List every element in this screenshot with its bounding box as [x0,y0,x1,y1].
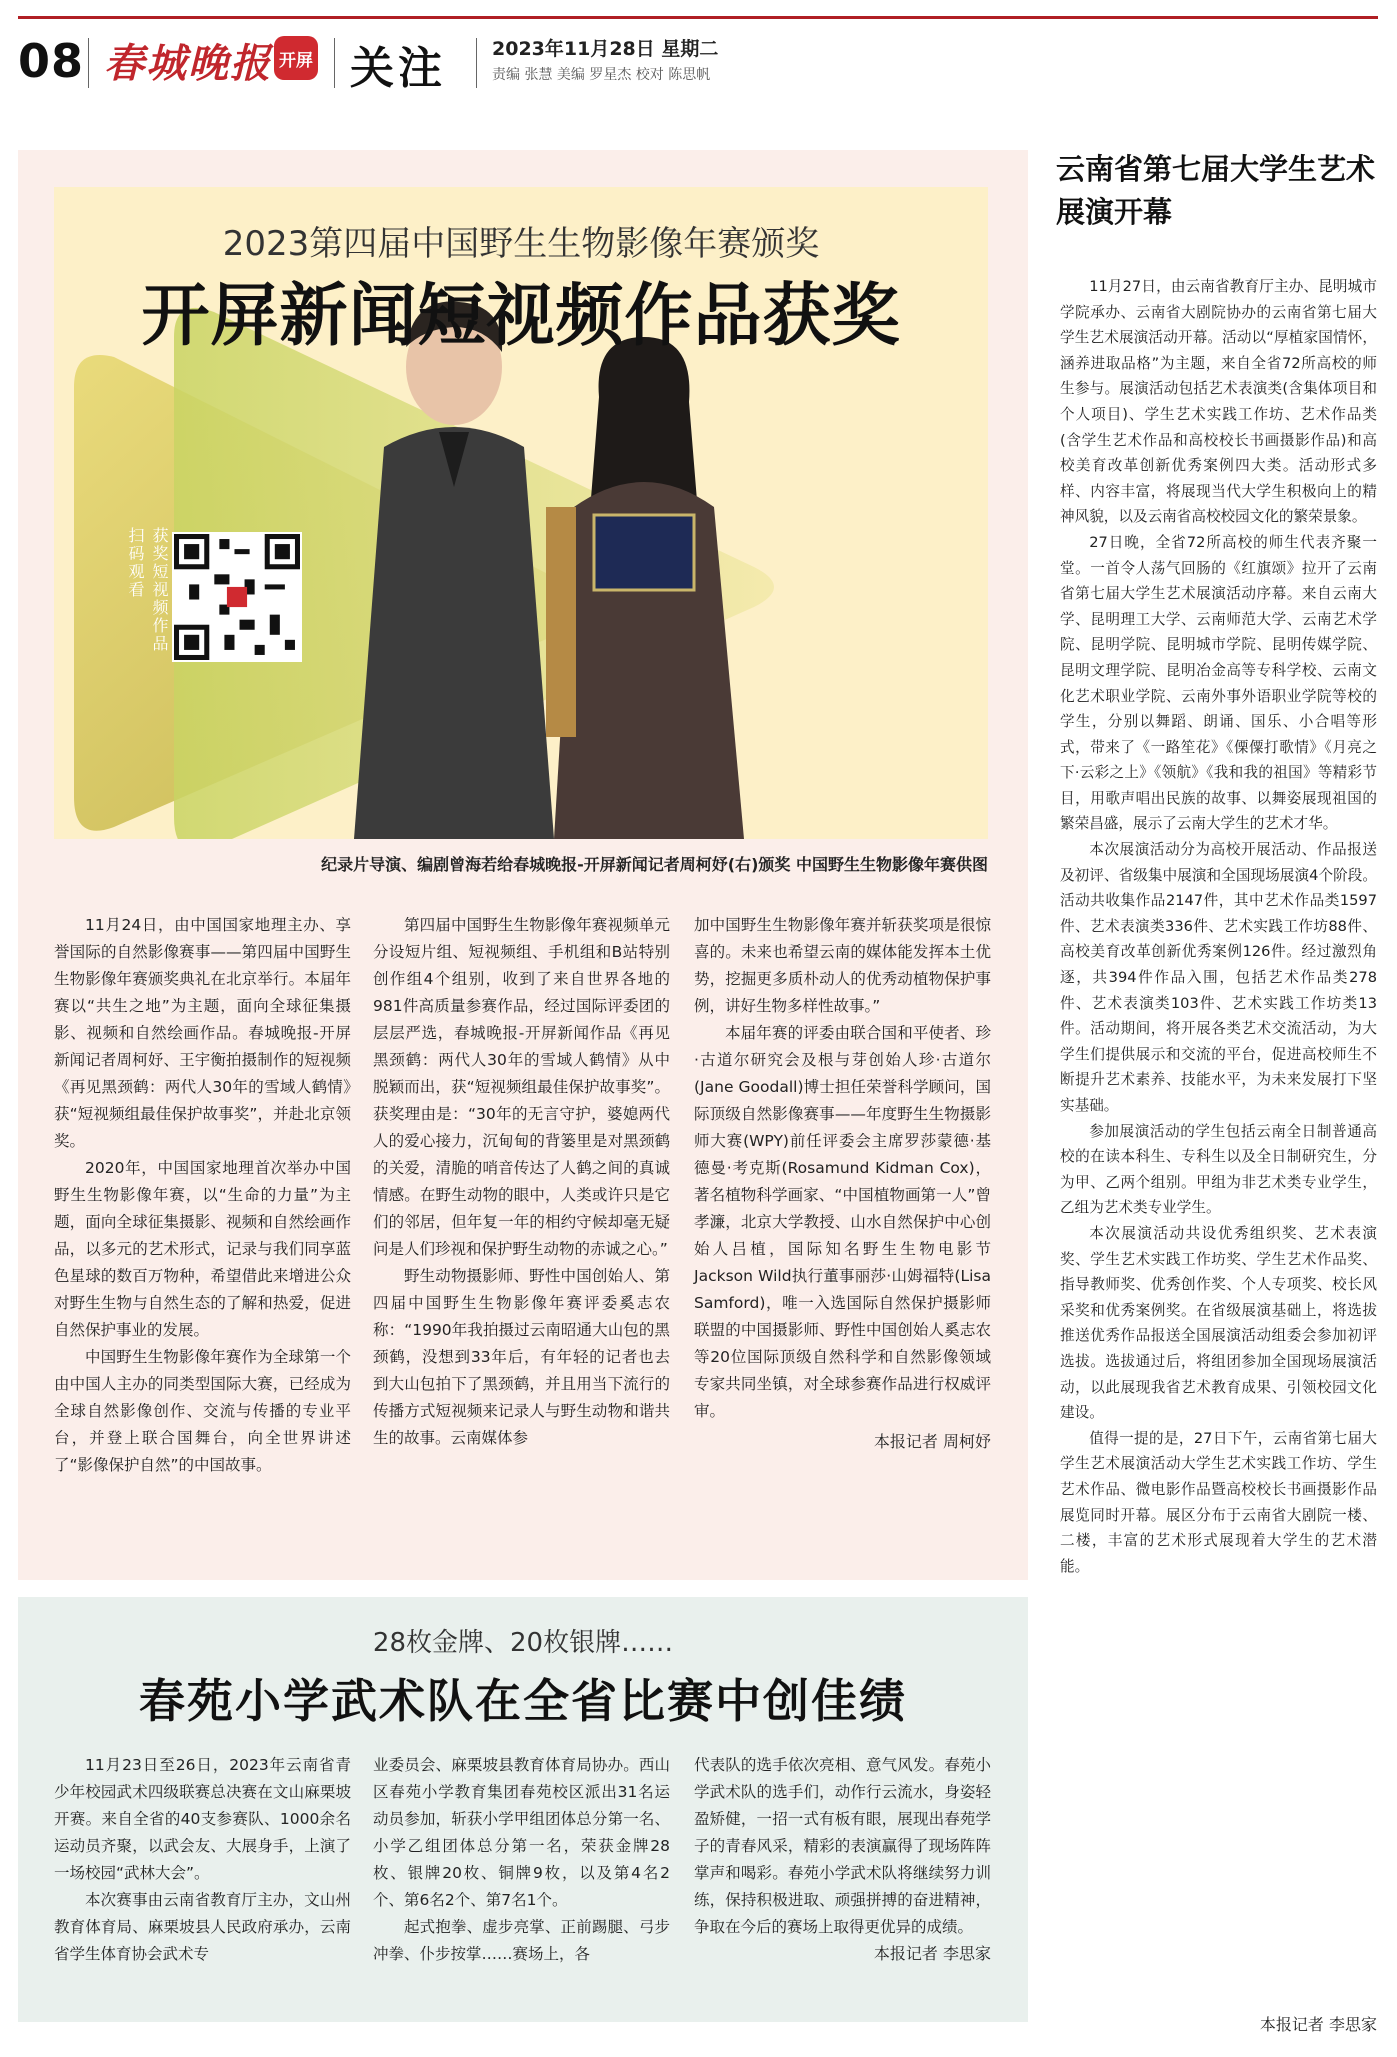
story1-title: 开屏新闻短视频作品获奖 [141,277,901,356]
page-number: 08 [18,34,85,88]
masthead-divider [476,38,477,88]
paragraph: 2020年，中国国家地理首次举办中国野生生物影像年赛，以“生命的力量”为主题，面向全球征集摄影、视频和自然绘画作品，以多元的艺术形式，记录与我们同享蓝色星球的数百万物种，希望借此来增进公众对野生生物与自然生态的了解和热爱，促进自然保护事业的发展。 [54,1159,351,1339]
story2-subtitle: 28枚金牌、20枚银牌…… [372,1628,674,1658]
story1-column-1 [54,912,351,1479]
paragraph: 本次展演活动分为高校开展活动、作品报送及初评、省级集中展演和全国现场展演4个阶段。活动共收集作品2147件，其中艺术作品类1597件、艺术表演类336件、艺术实践工作坊88件、高校美育改革创新优秀案例126件。经过激烈角逐，共394件作品入围，包括艺术作品类278件、艺术表演类103件、艺术实践工作坊类13件。活动期间，将开展各类艺术交流活动，为大学生们提供展示和交流的平台，促进高校师生不断提升艺术素养、技能水平，为未来发展打下坚实基础。 [1060,841,1377,1114]
kaiping-logo: 开屏 [274,36,318,80]
section-title: 关注 [350,43,446,94]
award-certificate [594,515,694,590]
story1-column-2 [373,912,670,1452]
paragraph: 起式抱拳、虚步亮掌、正前踢腿、弓步冲拳、仆步按掌……赛场上，各 [373,1918,670,1963]
paragraph: 代表队的选手依次亮相、意气风发。春苑小学武术队的选手们，动作行云流水，身姿轻盈矫健，一招一式有板有眼，展现出春苑学子的青春风采，精彩的表演赢得了现场阵阵掌声和喝彩。春苑小学武术队将继续努力训练，保持积极进取、顽强拼搏的奋进精神，争取在今后的赛场上取得更优异的成绩。 [694,1756,991,1936]
story2-title: 春苑小学武术队在全省比赛中创佳绩 [139,1674,907,1728]
paragraph: 中国野生生物影像年赛作为全球第一个由中国人主办的同类型国际大赛，已经成为全球自然影像创作、交流与传播的专业平台，并登上联合国舞台，向全世界讲述了“影像保护自然”的中国故事。 [54,1348,351,1474]
paragraph: 11月23日至26日，2023年云南省青少年校园武术四级联赛总决赛在文山麻栗坡开赛。来自全省的40支参赛队、1000余名运动员齐聚，以武会友、大展身手，上演了一场校园“武林大会”。 [54,1756,351,1882]
story2-byline: 本报记者 李思家 [873,1944,991,1963]
qr-code-icon [174,534,300,660]
story3-title: 云南省第七届大学生艺术展演开幕 [1056,152,1376,229]
story3-byline: 本报记者 李思家 [1259,2015,1377,2034]
paragraph: 业委员会、麻栗坡县教育体育局协办。西山区春苑小学教育集团春苑校区派出31名运动员参加，斩获小学甲组团体总分第一名、小学乙组团体总分第一名，荣获金牌28枚、银牌20枚、铜牌9枚，以及第4名2个、第6名2个、第7名1个。 [373,1756,670,1909]
paragraph: 参加展演活动的学生包括云南全日制普通高校的在读本科生、专科生以及全日制研究生，分为甲、乙两个组别。甲组为非艺术类专业学生，乙组为艺术类专业学生。 [1060,1122,1377,1217]
qr-code[interactable] [172,532,302,662]
person-presenter [354,302,554,839]
story1-byline: 本报记者 周柯妤 [873,1432,991,1451]
editor-credits: 责编 张慧 美编 罗星杰 校对 陈思帆 [492,67,711,83]
paragraph: 野生动物摄影师、野性中国创始人、第四届中国野生生物影像年赛评委奚志农称：“1990年我拍摄过云南昭通大山包的黑颈鹤，没想到33年后，有年轻的记者也去到大山包拍下了黑颈鹤，并且用当下流行的传播方式短视频来记录人与野生动物和谐共生的故事。云南媒体参 [373,1267,670,1447]
paragraph: 11月27日，由云南省教育厅主办、昆明城市学院承办、云南省大剧院协办的云南省第七届大学生艺术展演活动开幕。活动以“厚植家国情怀，涵养进取品格”为主题，来自全省72所高校的师生参与。展演活动包括艺术表演类(含集体项目和个人项目)、学生艺术实践工作坊、艺术作品类(含学生艺术作品和高校校长书画摄影作品)和高校美育改革创新优秀案例四大类。活动形式多样、内容丰富，将展现当代大学生积极向上的精神风貌，以及云南省高校校园文化的繁荣景象。 [1060,278,1377,526]
photo-caption: 纪录片导演、编剧曾海若给春城晚报-开屏新闻记者周柯妤(右)颁奖 中国野生生物影像年赛供图 [321,855,988,874]
story2-column-3 [694,1752,991,1964]
story1-column-3 [694,912,991,1452]
paragraph: 加中国野生生物影像年赛并斩获奖项是很惊喜的。未来也希望云南的媒体能发挥本土优势，挖掘更多质朴动人的优秀动植物保护事例，讲好生物多样性故事。” [694,916,991,1015]
dateline: 2023年11月28日 星期二 [492,38,719,60]
paragraph: 本次展演活动共设优秀组织奖、艺术表演奖、学生艺术实践工作坊奖、学生艺术作品奖、指导教师奖、优秀创作奖、个人专项奖、校长风采奖和优秀案例奖。在省级展演基础上，将选拔推送优秀作品报送全国展演活动组委会参加初评选拔。选拔通过后，将组团参加全国现场展演活动，以此展现我省艺术教育成果、引领校园文化建设。 [1060,1224,1377,1422]
masthead-divider [334,38,335,88]
story1-hero-image [54,187,988,839]
paragraph: 第四届中国野生生物影像年赛视频单元分设短片组、短视频组、手机组和B站特别创作组4个组别，收到了来自世界各地的981件高质量参赛作品，经过国际评委团的层层严选，春城晚报-开屏新闻作品《再见黑颈鹤：两代人30年的雪域人鹤情》从中脱颖而出，获“短视频组最佳保护故事奖”。获奖理由是：“30年的无言守护，婆媳两代人的爱心接力，沉甸甸的背篓里是对黑颈鹤的关爱，清脆的哨音传达了人鹤之间的真诚情感。在野生动物的眼中，人类或许只是它们的邻居，但年复一年的相约守候却毫无疑问是人们珍视和保护野生动物的赤诚之心。” [373,916,670,1258]
trophy [546,507,576,737]
paragraph: 本次赛事由云南省教育厅主办，文山州教育体育局、麻栗坡县人民政府承办，云南省学生体育协会武术专 [54,1891,351,1963]
story2-column-2 [373,1752,670,1968]
paper-name: 春城晚报 [104,40,272,87]
paragraph: 本届年赛的评委由联合国和平使者、珍·古道尔研究会及根与芽创始人珍·古道尔(Jane Goodall)博士担任荣誉科学顾问，国际顶级自然影像赛事——年度野生生物摄影师大赛(WPY)前任评委会主席罗莎蒙德·基德曼·考克斯(Rosamund Kidman Cox)，著名植物科学画家、“中国植物画第一人”曾孝濂，北京大学教授、山水自然保护中心创始人吕植，国际知名野生生物电影节Jackson Wild执行董事丽莎·山姆福特(Lisa Samford)，唯一入选国际自然保护摄影师联盟的中国摄影师、野性中国创始人奚志农等20位国际顶级自然科学和自然影像领域专家共同坐镇，对全球参赛作品进行权威评审。 [694,1024,991,1420]
qr-caption-1: 获奖短视频作品 [150,527,169,653]
top-rule [18,16,1378,19]
masthead [18,28,1378,92]
paragraph: 27日晚，全省72所高校的师生代表齐聚一堂。一首令人荡气回肠的《红旗颂》拉开了云南省第七届大学生艺术展演活动序幕。来自云南大学、昆明理工大学、云南师范大学、云南艺术学院、昆明学院、昆明城市学院、昆明传媒学院、昆明文理学院、昆明冶金高等专科学校、云南文化艺术职业学院、云南外事外语职业学院等校的学生，分别以舞蹈、朗诵、国乐、小合唱等形式，带来了《一路笙花》《傈僳打歌情》《月亮之下·云彩之上》《领航》《我和我的祖国》等精彩节目，用歌声唱出民族的故事、以舞姿展现祖国的繁荣昌盛，展示了云南大学生的艺术才华。 [1060,533,1377,833]
masthead-divider [88,38,89,88]
story1-subtitle: 2023第四届中国野生生物影像年赛颁奖 [222,224,820,264]
paragraph: 11月24日，由中国国家地理主办、享誉国际的自然影像赛事——第四届中国野生生物影像年赛颁奖典礼在北京举行。本届年赛以“共生之地”为主题，面向全球征集摄影、视频和自然绘画作品。春城晚报-开屏新闻记者周柯妤、王宇衡拍摄制作的短视频《再见黑颈鹤：两代人30年的雪域人鹤情》获“短视频组最佳保护故事奖”，并赴北京领奖。 [54,916,351,1150]
qr-caption-2: 扫码观看 [126,527,145,599]
paragraph: 值得一提的是，27日下午，云南省第七届大学生艺术展演活动大学生艺术实践工作坊、学生艺术作品、微电影作品暨高校校长书画摄影作品展览同时开幕。展区分布于云南省大剧院一楼、二楼，丰富的艺术形式展现着大学生的艺术潜能。 [1060,1429,1377,1575]
story2-column-1 [54,1752,351,1968]
story3-body [1060,274,1377,1579]
